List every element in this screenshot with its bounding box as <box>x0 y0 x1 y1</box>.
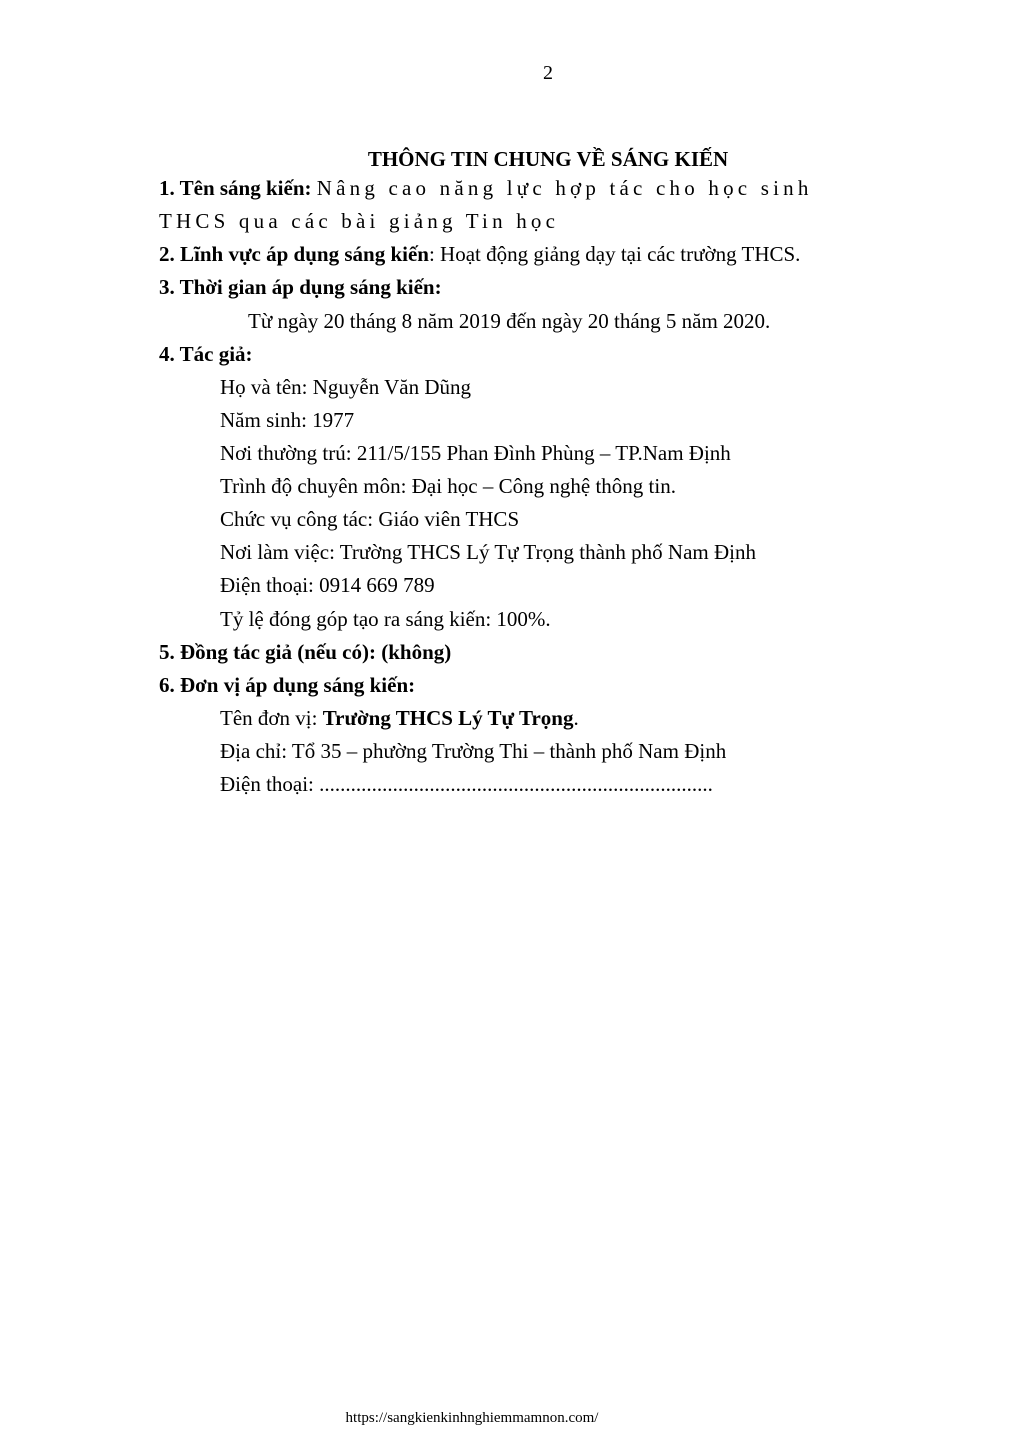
unit-name: Trường THCS Lý Tự Trọng <box>322 706 574 730</box>
item2-line <box>159 239 800 269</box>
item1-value-line2: THCS qua các bài giảng Tin học <box>159 209 560 233</box>
item4-label: 4. Tác giả: <box>159 342 253 366</box>
item3-value: Từ ngày 20 tháng 8 năm 2019 đến ngày 20 tháng 5 năm 2020. <box>248 309 771 333</box>
author-name: Họ và tên: Nguyễn Văn Dũng <box>220 375 471 399</box>
footer-url: https://sangkienkinhnghiemmamnon.com/ <box>345 1410 599 1426</box>
page-title: THÔNG TIN CHUNG VỀ SÁNG KIẾN <box>367 147 729 171</box>
unit-suffix: . <box>573 706 579 730</box>
author-position: Chức vụ công tác: Giáo viên THCS <box>220 507 520 531</box>
author-birth-year: Năm sinh: 1977 <box>220 408 355 432</box>
page-number: 2 <box>543 62 553 84</box>
item1-label: 1. Tên sáng kiến: <box>159 176 312 200</box>
unit-name-line <box>220 703 579 733</box>
item2-label: 2. Lĩnh vực áp dụng sáng kiến <box>159 242 429 266</box>
item1-value-line1: Nâng cao năng lực hợp tác cho học sinh <box>316 176 813 200</box>
author-workplace: Nơi làm việc: Trường THCS Lý Tự Trọng thành phố Nam Định <box>220 540 756 564</box>
author-contribution: Tỷ lệ đóng góp tạo ra sáng kiến: 100%. <box>220 607 551 631</box>
unit-phone: Điện thoại: ........................................................................... <box>220 772 713 796</box>
author-qualification: Trình độ chuyên môn: Đại học – Công nghệ thông tin. <box>220 474 676 498</box>
unit-address: Địa chỉ: Tổ 35 – phường Trường Thi – thành phố Nam Định <box>220 739 727 763</box>
item3-label: 3. Thời gian áp dụng sáng kiến: <box>159 275 442 299</box>
author-phone: Điện thoại: 0914 669 789 <box>220 573 435 597</box>
author-residence: Nơi thường trú: 211/5/155 Phan Đình Phùng – TP.Nam Định <box>220 441 731 465</box>
item2-value: : Hoạt động giảng dạy tại các trường THCS. <box>428 242 801 266</box>
unit-prefix: Tên đơn vị: <box>220 706 323 730</box>
item6-label: 6. Đơn vị áp dụng sáng kiến: <box>159 673 416 697</box>
item1-line1 <box>159 173 813 203</box>
item5-label: 5. Đồng tác giả (nếu có): (không) <box>159 640 452 664</box>
